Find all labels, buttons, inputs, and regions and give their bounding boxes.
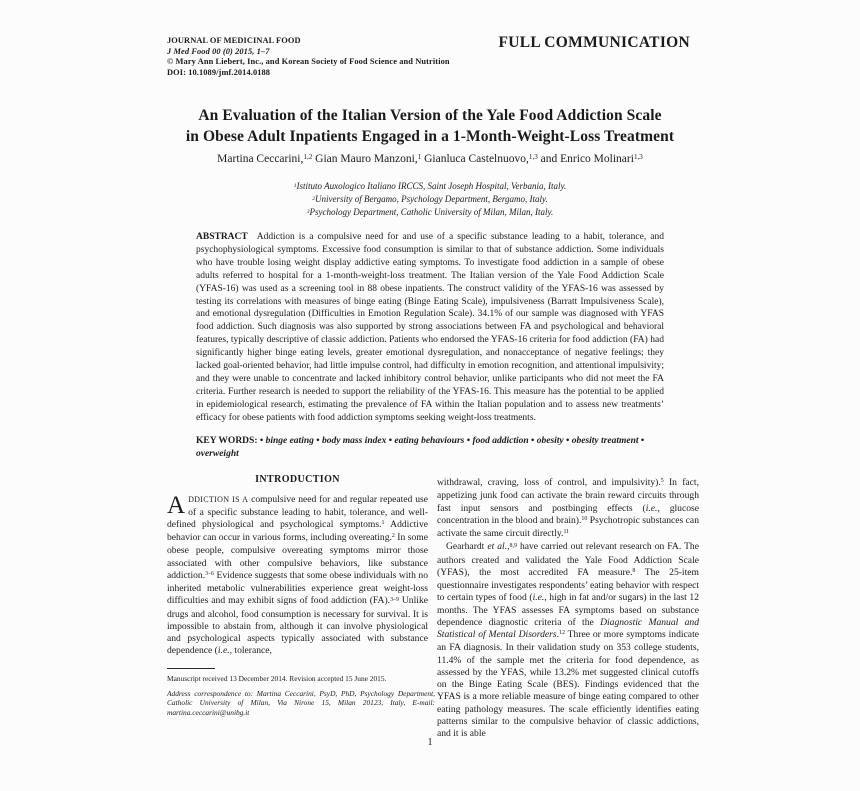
- paper-title-line1: An Evaluation of the Italian Version of the Yale Food Addiction Scale: [198, 107, 662, 124]
- journal-masthead: [167, 36, 450, 78]
- footnote-manuscript: Manuscript received 13 December 2014. Revision accepted 15 June 2015.: [167, 674, 387, 683]
- paper-title: [80, 106, 780, 147]
- affiliations: [80, 181, 780, 220]
- footnote-block: [167, 668, 435, 717]
- column-left: [167, 474, 428, 658]
- journal-name: JOURNAL OF MEDICINAL FOOD: [167, 36, 301, 45]
- article-type-label: FULL COMMUNICATION: [498, 34, 690, 51]
- introduction-heading: INTRODUCTION: [255, 474, 340, 485]
- authors-line: Martina Ceccarini,$^{1,2}$ Gian Mauro Manzoni,$^1$ Gianluca Castelnuovo,$^{1,3}$ and Enrico Molinari$^{1,3}$: [217, 152, 643, 165]
- dropcap-letter: A: [167, 492, 186, 520]
- intro-paragraph-3: Gearhardt et al.,$^{8,9}$ have carried out relevant research on FA. The authors created and validated the Yale Food Addiction Scale (YFAS), the most accredited FA measure.$^8$ The 25-item questionnaire investigates respondents’ eating behavior with respect to certain types of food (i.e., high in fat and/or sugars) in the last 12 months. The YFAS assesses FA symptoms based on substance dependence diagnostic criteria of the Diagnostic Manual and Statistical of Mental Disorders.$^{12}$ Three or more symptoms indicate an FA diagnosis. In their validation study on 353 college students, 11.4% of the sample met the criteria for food dependence, as assessed by the YFAS, while 13.2% met suggested clinical cutoffs on the Binge Eating Scale (BES). Findings evidenced that the YFAS is a more reliable measure of binge eating compared to other eating pathology measures. The scale efficiently identifies eating patterns similar to the compulsive behavior of classic addictions, and it is able: [437, 541, 699, 739]
- abstract-text: Addiction is a compulsive need for and use of a specific substance leading to a habit, tolerance, and psychophysiological symptoms. Excessive food consumption is similar to that of substance addiction. Some individuals who have trouble losing weight display addictive eating symptoms. To investigate food addiction in a sample of obese adults referred to hospital for a 1-month-weight-loss treatment. The Italian version of the Yale Food Addiction Scale (YFAS-16) was used as a screening tool in 88 obese inpatients. The construct validity of the YFAS-16 was assessed by testing its correlations with measures of binge eating (Binge Eating Scale), impulsiveness (Barratt Impulsiveness Scale), and emotional dysregulation (Difficulties in Emotion Regulation Scale). 34.1% of our sample was diagnosed with YFAS food addiction. Such diagnosis was also supported by strong associations between FA and psychological and behavioral features, typically descriptive of classic addiction. Patients who endorsed the YFAS-16 criteria for food addiction (FA) had significantly higher binge eating levels, greater emotional dysregulation, and nonacceptance of negative feelings; they lacked goal-oriented behavior, had little impulse control, had difficulty in emotion recognition, and attentional impulsivity; and they were unable to concentrate and lacked inhibitory control behavior, unlike participants who did not meet the FA criteria. Further research is needed to support the reliability of the YFAS-16. This measure has the potential to be applied in epidemiological research, estimating the prevalence of FA within the Italian population and to assess new treatments’ efficacy for obese patients with food addiction symptoms seeking weight-loss treatments.: [196, 232, 664, 423]
- intro-paragraph-2: withdrawal, craving, loss of control, and impulsivity).$^5$ In fact, appetizing junk food can activate the brain reward circuits through fast input sensors and postbinging effects (i.e., glucose concentration in the blood and brain).$^{10}$ Psychotropic substances can activate the same circuit directly.$^{11}$: [437, 477, 699, 539]
- copyright-line: © Mary Ann Liebert, Inc., and Korean Society of Food Science and Nutrition: [167, 57, 450, 67]
- intro-paragraph-1-text: DDICTION IS A compulsive need for and regular repeated use of a specific substance leading to habit, tolerance, and well-defined physiological and psychological symptoms.$^1$ Addictive behavior can occur in various forms, including overeating.$^2$ In some obese people, compulsive overeating symptoms mirror those associated with other compulsive behaviors, like substance addiction.$^{3-6}$ Evidence suggests that some obese individuals with no inherited metabolic vulnerabilities experience great weight-loss difficulties and may exhibit signs of food addiction (FA).$^{3-9}$ Unlike drugs and alcohol, food consumption is necessary for survival. It is impossible to abstain from, although it can involve physiological and psychological aspects typically associated with substance dependence (i.e., tolerance,: [167, 494, 428, 657]
- abstract-label: ABSTRACT: [196, 232, 248, 242]
- abstract-section: [196, 231, 664, 461]
- doi-line: DOI: 10.1089/jmf.2014.0188: [167, 67, 271, 77]
- intro-paragraph-1: [167, 494, 428, 657]
- affiliation-line: $^3$Psychology Department, Catholic University of Milan, Milan, Italy.: [306, 207, 554, 217]
- column-right: [437, 477, 699, 740]
- affiliation-line: $^1$Istituto Auxologico Italiano IRCCS, Saint Joseph Hospital, Verbania, Italy.: [293, 181, 567, 191]
- citation-line: J Med Food 00 (0) 2015, 1–7: [167, 46, 270, 56]
- footnote-address: Address correspondence to: Martina Ceccarini, PsyD, PhD, Psychology Department, Catholic University of Milan, Via Nirone 15, Milan 20123, Italy, E-mail: martina.ceccarini@unibg.it: [167, 689, 435, 717]
- affiliation-line: $^2$University of Bergamo, Psychology Department, Bergamo, Italy.: [312, 194, 548, 204]
- page-number: 1: [427, 737, 433, 748]
- keywords-line: KEY WORDS: • binge eating • body mass index • eating behaviours • food addiction • obesity • obesity treatment • overweight: [196, 435, 645, 459]
- footnote-rule: [167, 668, 215, 669]
- paper-title-line2: in Obese Adult Inpatients Engaged in a 1-Month-Weight-Loss Treatment: [185, 127, 675, 145]
- abstract-paragraph: [196, 231, 664, 425]
